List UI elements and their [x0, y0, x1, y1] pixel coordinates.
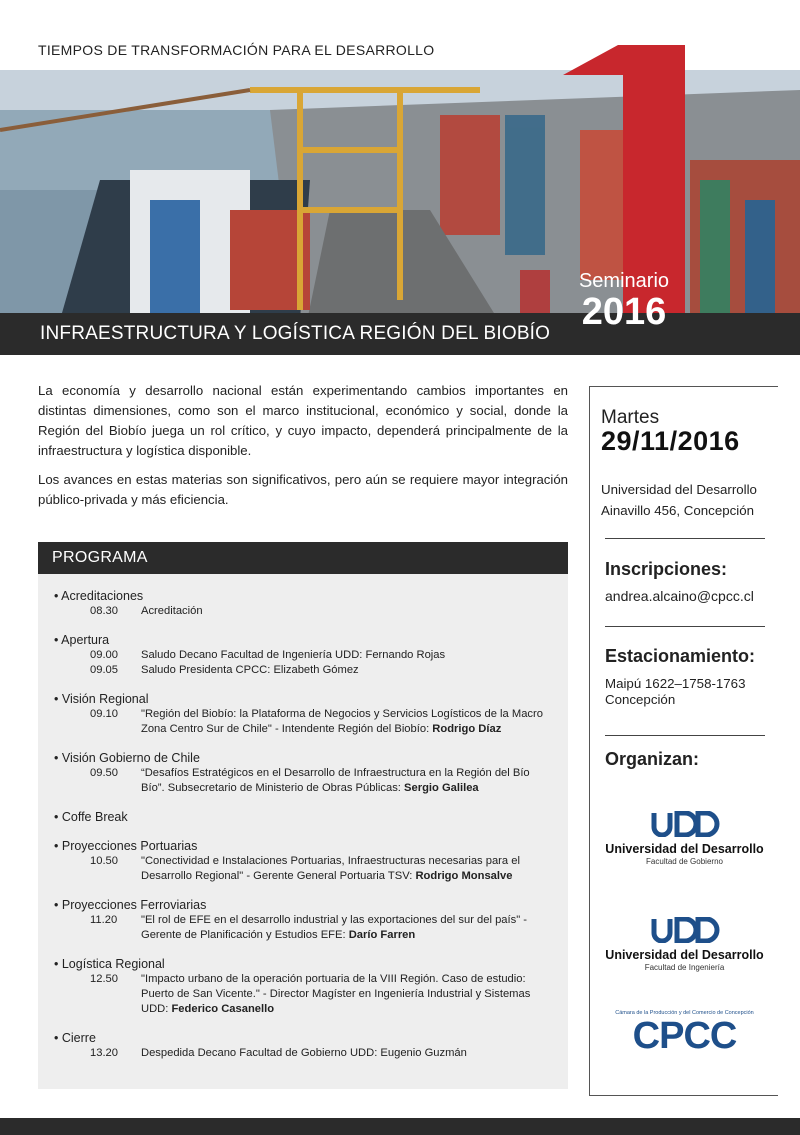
logo1-sub: Facultad de Gobierno [646, 857, 723, 866]
program-description [141, 604, 551, 619]
udd-logo-mark-icon [650, 811, 720, 837]
badge-year: 2016 [581, 291, 667, 333]
program-section-title: • Visión Gobierno de Chile [54, 751, 568, 766]
program-entry [54, 604, 568, 619]
program-section [54, 589, 568, 619]
program-section [54, 957, 568, 1017]
program-description [141, 663, 551, 678]
programa-heading: PROGRAMA [38, 542, 568, 574]
program-entry [54, 913, 568, 943]
program-section [54, 692, 568, 737]
program-description [141, 972, 551, 1017]
event-tagline: TIEMPOS DE TRANSFORMACIÓN PARA EL DESARROLLO [38, 42, 435, 58]
program-description [141, 648, 551, 663]
program-speaker: Rodrigo Monsalve [415, 870, 513, 882]
program-section-title: • Coffe Break [54, 810, 568, 825]
udd-gobierno-logo [590, 811, 779, 866]
program-section-title: • Acreditaciones [54, 589, 568, 604]
parking-city: Concepción [605, 692, 676, 707]
event-venue [601, 479, 757, 521]
seminario-badge [563, 270, 685, 334]
program-entry [54, 1046, 568, 1061]
divider [605, 626, 765, 627]
divider [605, 735, 765, 736]
logo1-name: Universidad del Desarrollo [605, 842, 764, 856]
logo3-sub: Cámara de la Producción y del Comercio de Concepción [615, 1010, 754, 1016]
program-section [54, 898, 568, 943]
program-section-title: • Proyecciones Portuarias [54, 839, 568, 854]
venue-address: Ainavillo 456, Concepción [601, 503, 755, 518]
parking-street: Maipú 1622–1758-1763 [605, 676, 746, 691]
intro-paragraph-1: La economía y desarrollo nacional están experimentando cambios importantes en distintas dimensiones, como son el marco institucional, económico y social, donde la Región del Biobío juega un rol crítico, y cuyo impacto, dependerá principalmente de la infraestructura y logística disponible. [38, 383, 568, 458]
program-entry [54, 972, 568, 1017]
program-entry [54, 663, 568, 678]
intro-paragraph-2: Los avances en estas materias son significativos, pero aún se requiere mayor integración público-privada y más eficiencia. [38, 472, 568, 507]
program-text: "El rol de EFE en el desarrollo industrial y las exportaciones del sur del país" - Gerente de Planificación y Estudios EFE: [141, 914, 528, 941]
program-time: 09.05 [90, 664, 118, 676]
logo3-mark: CPCC [632, 1015, 737, 1057]
program-entry [54, 766, 568, 796]
programa-panel [38, 542, 568, 1089]
program-text: Acreditación [141, 605, 203, 617]
estacionamiento-label: Estacionamiento: [605, 646, 756, 666]
program-speaker: Darío Farren [348, 929, 416, 941]
program-description [141, 1046, 551, 1061]
program-time: 09.10 [90, 708, 118, 720]
program-section-title: • Logística Regional [54, 957, 568, 972]
program-text: Saludo Presidenta CPCC: Elizabeth Gómez [141, 664, 359, 676]
program-text: "Región del Biobío: la Plataforma de Negocios y Servicios Logísticos de la Macro Zona Centro Sur de Chile" - Intendente Región del Biobío: [141, 708, 543, 735]
program-time: 11.20 [90, 914, 118, 926]
program-section [54, 633, 568, 678]
program-text: “Desafíos Estratégicos en el Desarrollo de Infraestructura en la Región del Bío Bío”. Subsecretario de Ministerio de Obras Públicas: [141, 767, 530, 794]
event-day: Martes [601, 407, 660, 428]
cpcc-logo [590, 1009, 779, 1056]
program-description [141, 854, 551, 884]
program-section [54, 1031, 568, 1061]
program-section-title: • Visión Regional [54, 692, 568, 707]
program-description [141, 913, 551, 943]
footer-bar [0, 1118, 800, 1135]
program-section [54, 751, 568, 796]
program-time: 09.00 [90, 649, 118, 661]
program-time: 12.50 [90, 973, 118, 985]
event-info-sidebar [589, 386, 778, 1096]
venue-name: Universidad del Desarrollo [601, 482, 757, 497]
program-text: "Impacto urbano de la operación portuaria de la VIII Región. Caso de estudio: Puerto de San Vicente." - Director Magíster en Ingeniería Industrial y Sistemas UDD: [141, 973, 531, 1015]
program-description [141, 766, 551, 796]
program-section-title: • Cierre [54, 1031, 568, 1046]
intro-text [38, 381, 568, 510]
program-section [54, 810, 568, 825]
program-entry [54, 854, 568, 884]
program-time: 08.30 [90, 605, 118, 617]
program-speaker: Rodrigo Díaz [432, 723, 502, 735]
program-time: 09.50 [90, 767, 118, 779]
program-time: 13.20 [90, 1047, 118, 1059]
badge-label: Seminario [578, 270, 670, 292]
divider [605, 538, 765, 539]
seminar-title: INFRAESTRUCTURA Y LOGÍSTICA REGIÓN DEL BIOBÍO [40, 323, 551, 344]
programa-list [38, 574, 568, 1061]
program-speaker: Federico Casanello [171, 1003, 275, 1015]
program-section [54, 839, 568, 884]
logo2-name: Universidad del Desarrollo [605, 948, 764, 962]
program-section-title: • Proyecciones Ferroviarias [54, 898, 568, 913]
inscripciones-email[interactable]: andrea.alcaino@cpcc.cl [605, 588, 754, 604]
program-text: "Conectividad e Instalaciones Portuarias, Infraestructuras necesarias para el Desarrollo Regional" - Gerente General Portuaria TSV: [141, 855, 520, 882]
inscripciones-label: Inscripciones: [605, 559, 728, 579]
program-section-title: • Apertura [54, 633, 568, 648]
program-description [141, 707, 551, 737]
udd-ingenieria-logo [590, 917, 779, 972]
logo2-sub: Facultad de Ingeniería [644, 963, 725, 972]
program-text: Saludo Decano Facultad de Ingeniería UDD: Fernando Rojas [141, 649, 446, 661]
event-date: 29/11/2016 [601, 426, 740, 456]
udd-logo-mark-icon [650, 917, 720, 943]
program-entry [54, 648, 568, 663]
organizan-label: Organizan: [605, 749, 700, 769]
program-speaker: Sergio Galilea [404, 782, 479, 794]
program-text: Despedida Decano Facultad de Gobierno UDD: Eugenio Guzmán [141, 1047, 467, 1059]
program-entry [54, 707, 568, 737]
estacionamiento-address [605, 676, 745, 708]
program-time: 10.50 [90, 855, 118, 867]
